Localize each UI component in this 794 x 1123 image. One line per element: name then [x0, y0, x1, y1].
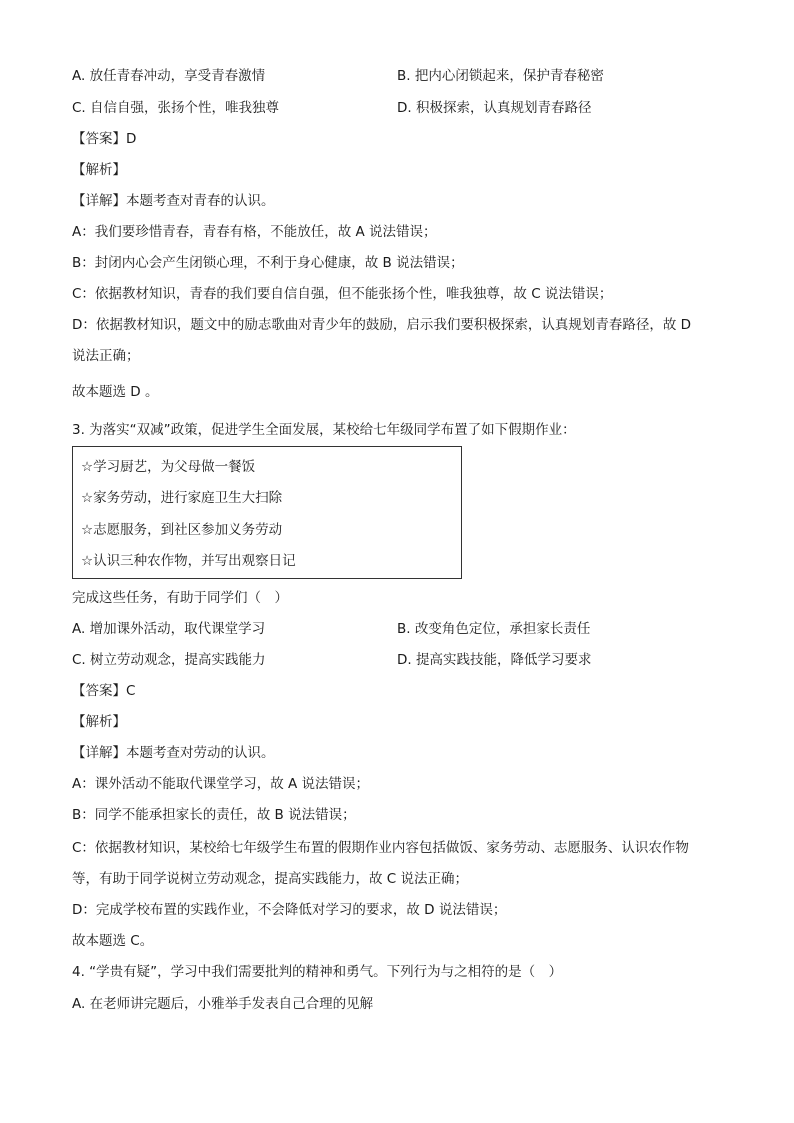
- q3-option-d: D. 提高实践技能，降低学习要求: [397, 652, 592, 668]
- q3-box-item-1: ☆学习厨艺，为父母做一餐饭: [81, 459, 256, 475]
- q2-analysis-label: 【解析】: [72, 162, 126, 178]
- q2-explain-d-line1: D：依据教材知识，题文中的励志歌曲对青少年的鼓励，启示我们要积极探索，认真规划青春路径，故 D: [72, 317, 692, 333]
- q3-stem: 3. 为落实“双减”政策，促进学生全面发展，某校给七年级同学布置了如下假期作业：: [72, 422, 576, 438]
- q3-question: 完成这些任务，有助于同学们（ ）: [72, 590, 288, 606]
- q3-explain-c-line1: C：依据教材知识，某校给七年级学生布置的假期作业内容包括做饭、家务劳动、志愿服务、认识农作物: [72, 840, 689, 856]
- q3-conclusion: 故本题选 C。: [72, 933, 154, 949]
- q2-detail: 【详解】本题考查对青春的认识。: [72, 193, 275, 209]
- q3-analysis-label: 【解析】: [72, 714, 126, 730]
- q3-answer: 【答案】C: [72, 683, 136, 699]
- q4-stem: 4. “学贵有疑”，学习中我们需要批判的精神和勇气。下列行为与之相符的是（ ）: [72, 964, 563, 980]
- q4-option-a: A. 在老师讲完题后，小雅举手发表自己合理的见解: [72, 996, 374, 1012]
- q3-homework-box: [72, 446, 462, 579]
- q3-box-item-2: ☆家务劳动，进行家庭卫生大扫除: [81, 490, 283, 506]
- q2-option-c: C. 自信自强，张扬个性，唯我独尊: [72, 100, 280, 116]
- q3-detail: 【详解】本题考查对劳动的认识。: [72, 745, 275, 761]
- q2-explain-c: C：依据教材知识，青春的我们要自信自强，但不能张扬个性，唯我独尊，故 C 说法错误；: [72, 286, 613, 302]
- q2-option-a: A. 放任青春冲动，享受青春激情: [72, 68, 266, 84]
- q3-option-b: B. 改变角色定位，承担家长责任: [397, 621, 591, 637]
- q3-box-item-4: ☆认识三种农作物，并写出观察日记: [81, 553, 296, 569]
- q2-explain-b: B：封闭内心会产生闭锁心理，不利于身心健康，故 B 说法错误；: [72, 255, 464, 271]
- q2-explain-a: A：我们要珍惜青春，青春有格，不能放任，故 A 说法错误；: [72, 224, 437, 240]
- q2-conclusion: 故本题选 D 。: [72, 384, 159, 400]
- q2-answer: 【答案】D: [72, 131, 137, 147]
- q3-box-item-3: ☆志愿服务，到社区参加义务劳动: [81, 522, 283, 538]
- q3-explain-c-line2: 等，有助于同学说树立劳动观念，提高实践能力，故 C 说法正确；: [72, 871, 469, 887]
- q3-option-a: A. 增加课外活动，取代课堂学习: [72, 621, 266, 637]
- q3-explain-a: A：课外活动不能取代课堂学习，故 A 说法错误；: [72, 776, 370, 792]
- q2-option-b: B. 把内心闭锁起来，保护青春秘密: [397, 68, 604, 84]
- q3-option-c: C. 树立劳动观念，提高实践能力: [72, 652, 266, 668]
- q3-explain-d: D：完成学校布置的实践作业，不会降低对学习的要求，故 D 说法错误；: [72, 902, 507, 918]
- q2-option-d: D. 积极探索，认真规划青春路径: [397, 100, 592, 116]
- q3-explain-b: B：同学不能承担家长的责任，故 B 说法错误；: [72, 807, 356, 823]
- q2-explain-d-line2: 说法正确；: [72, 348, 140, 364]
